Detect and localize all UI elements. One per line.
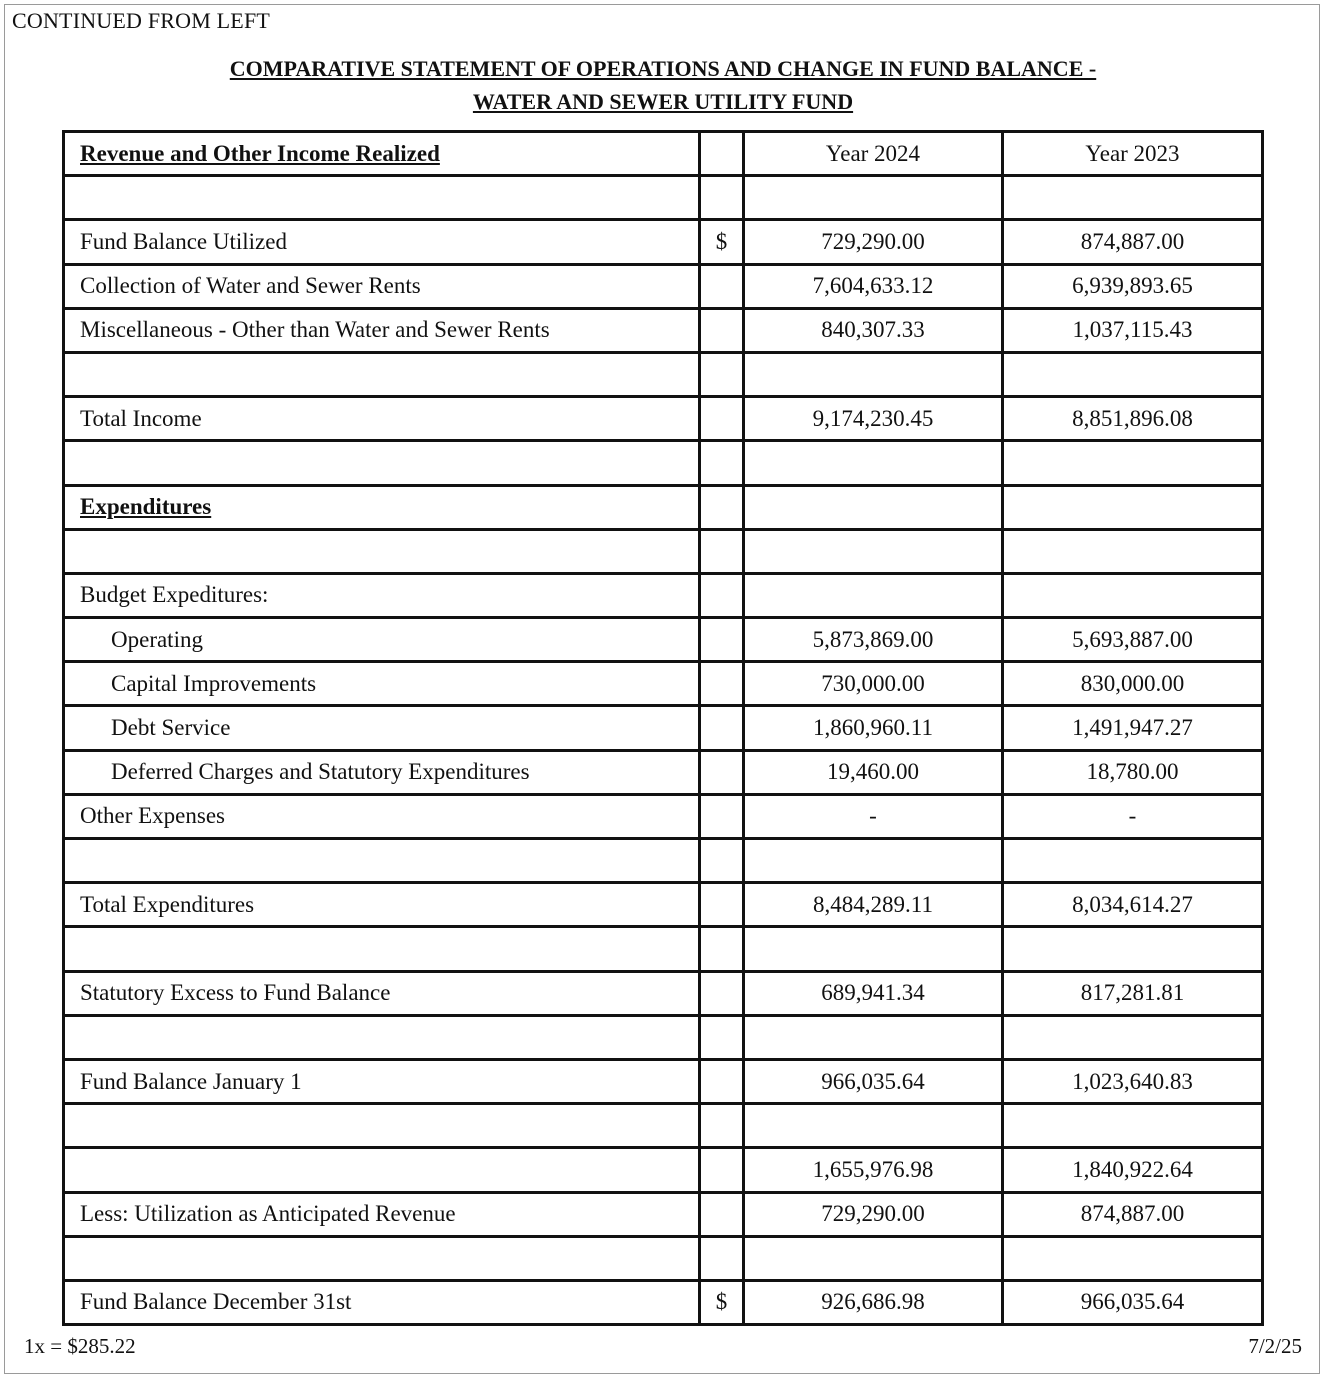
value-2024: 1,860,960.11: [744, 706, 1003, 750]
currency-symbol: [700, 485, 744, 529]
value-2023: [1003, 1104, 1263, 1148]
value-2023: 8,034,614.27: [1003, 883, 1263, 927]
currency-symbol: [700, 1148, 744, 1192]
row-label: Fund Balance January 1: [64, 1059, 700, 1103]
currency-symbol: [700, 927, 744, 971]
row-label: Operating: [64, 618, 700, 662]
value-2024: 840,307.33: [744, 308, 1003, 352]
value-2023: [1003, 927, 1263, 971]
row-label: Collection of Water and Sewer Rents: [64, 264, 700, 308]
table-row: [64, 1059, 1263, 1103]
value-2024: [744, 1236, 1003, 1280]
value-2023: [1003, 485, 1263, 529]
row-label: [64, 352, 700, 396]
currency-symbol: [700, 839, 744, 883]
currency-symbol: [700, 1059, 744, 1103]
value-2023: 1,023,640.83: [1003, 1059, 1263, 1103]
currency-symbol: [700, 308, 744, 352]
row-label: Debt Service: [64, 706, 700, 750]
table-row: [64, 662, 1263, 706]
table-row: [64, 839, 1263, 883]
row-label: [64, 1148, 700, 1192]
section-heading-expenditures: Expenditures: [64, 485, 700, 529]
row-label: Budget Expeditures:: [64, 573, 700, 617]
row-label: [64, 1236, 700, 1280]
value-2024: [744, 839, 1003, 883]
table-row: [64, 883, 1263, 927]
value-2023: [1003, 529, 1263, 573]
statement-title-line1: COMPARATIVE STATEMENT OF OPERATIONS AND CHANGE IN FUND BALANCE -: [229, 56, 1097, 81]
value-2023: 1,491,947.27: [1003, 706, 1263, 750]
row-label: Other Expenses: [64, 794, 700, 838]
value-2023: [1003, 1236, 1263, 1280]
value-2024: 5,873,869.00: [744, 618, 1003, 662]
value-2024: 9,174,230.45: [744, 397, 1003, 441]
exchange-rate-note: 1x = $285.22: [24, 1334, 136, 1358]
column-header-2023: Year 2023: [1003, 132, 1263, 176]
fund-statement-table: [62, 130, 1264, 1326]
value-2023: 1,840,922.64: [1003, 1148, 1263, 1192]
currency-symbol: [700, 750, 744, 794]
currency-symbol: [700, 618, 744, 662]
row-label: Less: Utilization as Anticipated Revenue: [64, 1192, 700, 1236]
value-2024: 730,000.00: [744, 662, 1003, 706]
currency-symbol: [700, 794, 744, 838]
value-2024: [744, 1104, 1003, 1148]
currency-symbol: [700, 176, 744, 220]
table-row: [64, 927, 1263, 971]
value-2024: -: [744, 794, 1003, 838]
currency-symbol: $: [700, 220, 744, 264]
table-row: [64, 1280, 1263, 1324]
table-row: [64, 529, 1263, 573]
value-2023: 6,939,893.65: [1003, 264, 1263, 308]
value-2023: 817,281.81: [1003, 971, 1263, 1015]
value-2023: 830,000.00: [1003, 662, 1263, 706]
column-header-2024: Year 2024: [744, 132, 1003, 176]
currency-symbol: [700, 662, 744, 706]
table-row: [64, 441, 1263, 485]
table-row: [64, 618, 1263, 662]
currency-symbol: [700, 264, 744, 308]
row-label: Capital Improvements: [64, 662, 700, 706]
row-label: Fund Balance Utilized: [64, 220, 700, 264]
currency-symbol: [700, 1236, 744, 1280]
section-heading-revenue: Revenue and Other Income Realized: [64, 132, 700, 176]
value-2024: 19,460.00: [744, 750, 1003, 794]
value-2024: 729,290.00: [744, 1192, 1003, 1236]
table-row: [64, 971, 1263, 1015]
currency-symbol: [700, 971, 744, 1015]
value-2023: 874,887.00: [1003, 220, 1263, 264]
currency-symbol: [700, 883, 744, 927]
value-2024: [744, 927, 1003, 971]
value-2024: 689,941.34: [744, 971, 1003, 1015]
currency-symbol: [700, 706, 744, 750]
row-label: Statutory Excess to Fund Balance: [64, 971, 700, 1015]
table-row: [64, 750, 1263, 794]
currency-symbol: [700, 1192, 744, 1236]
row-label: [64, 529, 700, 573]
row-label: Total Expenditures: [64, 883, 700, 927]
value-2023: [1003, 839, 1263, 883]
table-row: [64, 176, 1263, 220]
value-2023: [1003, 441, 1263, 485]
currency-symbol: [700, 1015, 744, 1059]
value-2023: [1003, 1015, 1263, 1059]
row-label: [64, 176, 700, 220]
value-2023: [1003, 176, 1263, 220]
table-row: [64, 352, 1263, 396]
value-2024: [744, 176, 1003, 220]
statement-title-line2: WATER AND SEWER UTILITY FUND: [472, 89, 854, 114]
value-2024: [744, 529, 1003, 573]
row-label: [64, 441, 700, 485]
row-label: [64, 1104, 700, 1148]
currency-symbol: [700, 573, 744, 617]
row-label: [64, 1015, 700, 1059]
value-2023: [1003, 352, 1263, 396]
table-row: [64, 264, 1263, 308]
value-2023: 874,887.00: [1003, 1192, 1263, 1236]
value-2023: 8,851,896.08: [1003, 397, 1263, 441]
value-2024: [744, 485, 1003, 529]
value-2023: 966,035.64: [1003, 1280, 1263, 1324]
row-label: Fund Balance December 31st: [64, 1280, 700, 1324]
table-row: [64, 1148, 1263, 1192]
value-2023: 18,780.00: [1003, 750, 1263, 794]
table-row: [64, 1192, 1263, 1236]
value-2024: 729,290.00: [744, 220, 1003, 264]
value-2023: 5,693,887.00: [1003, 618, 1263, 662]
table-row: [64, 794, 1263, 838]
currency-symbol: $: [700, 1280, 744, 1324]
table-row: [64, 308, 1263, 352]
row-label: Deferred Charges and Statutory Expenditures: [64, 750, 700, 794]
currency-symbol: [700, 441, 744, 485]
value-2024: [744, 352, 1003, 396]
table-row: [64, 485, 1263, 529]
continued-note: CONTINUED FROM LEFT: [12, 8, 271, 33]
table-row: [64, 573, 1263, 617]
table-row: [64, 1104, 1263, 1148]
value-2024: 926,686.98: [744, 1280, 1003, 1324]
value-2024: 8,484,289.11: [744, 883, 1003, 927]
table-row: [64, 706, 1263, 750]
print-date: 7/2/25: [1248, 1334, 1302, 1358]
row-label: Total Income: [64, 397, 700, 441]
currency-symbol: [700, 397, 744, 441]
value-2023: -: [1003, 794, 1263, 838]
currency-symbol: [700, 529, 744, 573]
value-2024: [744, 1015, 1003, 1059]
value-2023: 1,037,115.43: [1003, 308, 1263, 352]
table-row: [64, 1236, 1263, 1280]
table-row: [64, 220, 1263, 264]
value-2024: 966,035.64: [744, 1059, 1003, 1103]
table-row: [64, 397, 1263, 441]
table-row: [64, 1015, 1263, 1059]
row-label: [64, 927, 700, 971]
value-2024: [744, 441, 1003, 485]
value-2023: [1003, 573, 1263, 617]
value-2024: [744, 573, 1003, 617]
value-2024: 1,655,976.98: [744, 1148, 1003, 1192]
table-header-row: [64, 132, 1263, 176]
row-label: Miscellaneous - Other than Water and Sewer Rents: [64, 308, 700, 352]
row-label: [64, 839, 700, 883]
currency-cell: [700, 132, 744, 176]
currency-symbol: [700, 1104, 744, 1148]
currency-symbol: [700, 352, 744, 396]
value-2024: 7,604,633.12: [744, 264, 1003, 308]
